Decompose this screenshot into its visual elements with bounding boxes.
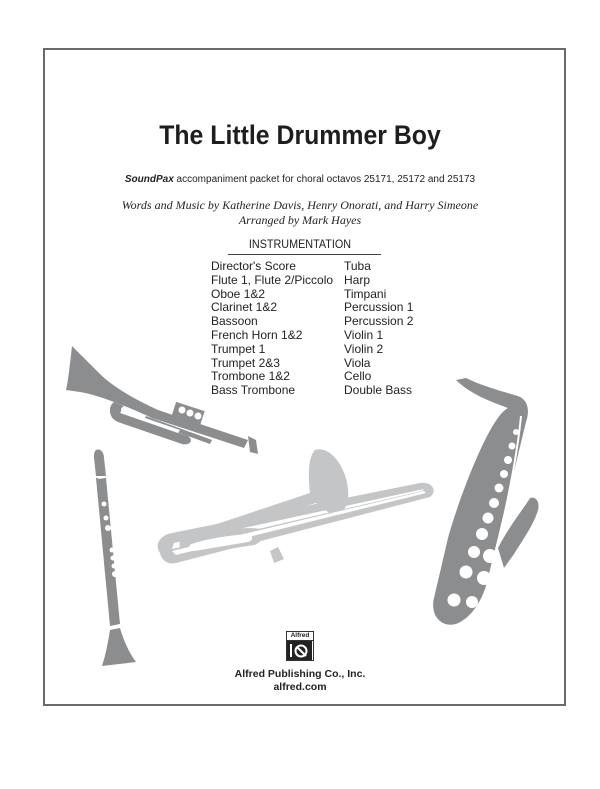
list-item: Trumpet 1 [211, 341, 266, 356]
list-item: Violin 1 [344, 327, 384, 342]
saxophone-icon [428, 378, 543, 633]
composer-credit: Words and Music by Katherine Davis, Henry Onorati, and Harry Simeone [121, 198, 479, 212]
logo-text: Alfred [287, 632, 313, 641]
publisher-info [0, 668, 600, 694]
subtitle-text: accompaniment packet for choral octavos 25171, 25172 and 25173 [173, 174, 476, 185]
instrumentation-heading: INSTRUMENTATION [248, 237, 352, 251]
list-item: Bassoon [211, 314, 258, 329]
list-item: Clarinet 1&2 [211, 300, 278, 315]
list-item: Bass Trombone [211, 383, 296, 398]
list-item: Director's Score [211, 259, 296, 273]
list-item: Trombone 1&2 [211, 369, 290, 384]
list-item: Percussion 2 [344, 314, 414, 329]
list-item: Tuba [344, 259, 371, 273]
list-item: Viola [344, 355, 371, 370]
list-item: Double Bass [344, 383, 413, 398]
subtitle [0, 174, 600, 185]
logo-mark-icon [287, 641, 312, 660]
publisher-name: Alfred Publishing Co., Inc. [234, 668, 366, 680]
trombone-icon [150, 445, 440, 570]
list-item: French Horn 1&2 [211, 327, 303, 342]
list-item: Trumpet 2&3 [211, 355, 280, 370]
list-item: Flute 1, Flute 2/Piccolo [211, 272, 334, 287]
list-item: Oboe 1&2 [211, 286, 266, 301]
list-item: Cello [344, 369, 372, 384]
page-title: The Little Drummer Boy [159, 120, 441, 150]
heading-divider [228, 254, 381, 255]
list-item: Violin 2 [344, 341, 384, 356]
credits [0, 198, 600, 228]
brand-name: SoundPax [124, 174, 174, 185]
list-item: Percussion 1 [344, 300, 414, 315]
list-item: Timpani [344, 286, 387, 301]
trumpet-icon [62, 344, 262, 459]
publisher-website[interactable]: alfred.com [273, 681, 327, 693]
list-item: Harp [344, 272, 371, 287]
instrument-list-right [344, 260, 413, 398]
alfred-logo [286, 631, 314, 661]
arranger-credit: Arranged by Mark Hayes [238, 213, 362, 227]
clarinet-icon [82, 446, 142, 671]
